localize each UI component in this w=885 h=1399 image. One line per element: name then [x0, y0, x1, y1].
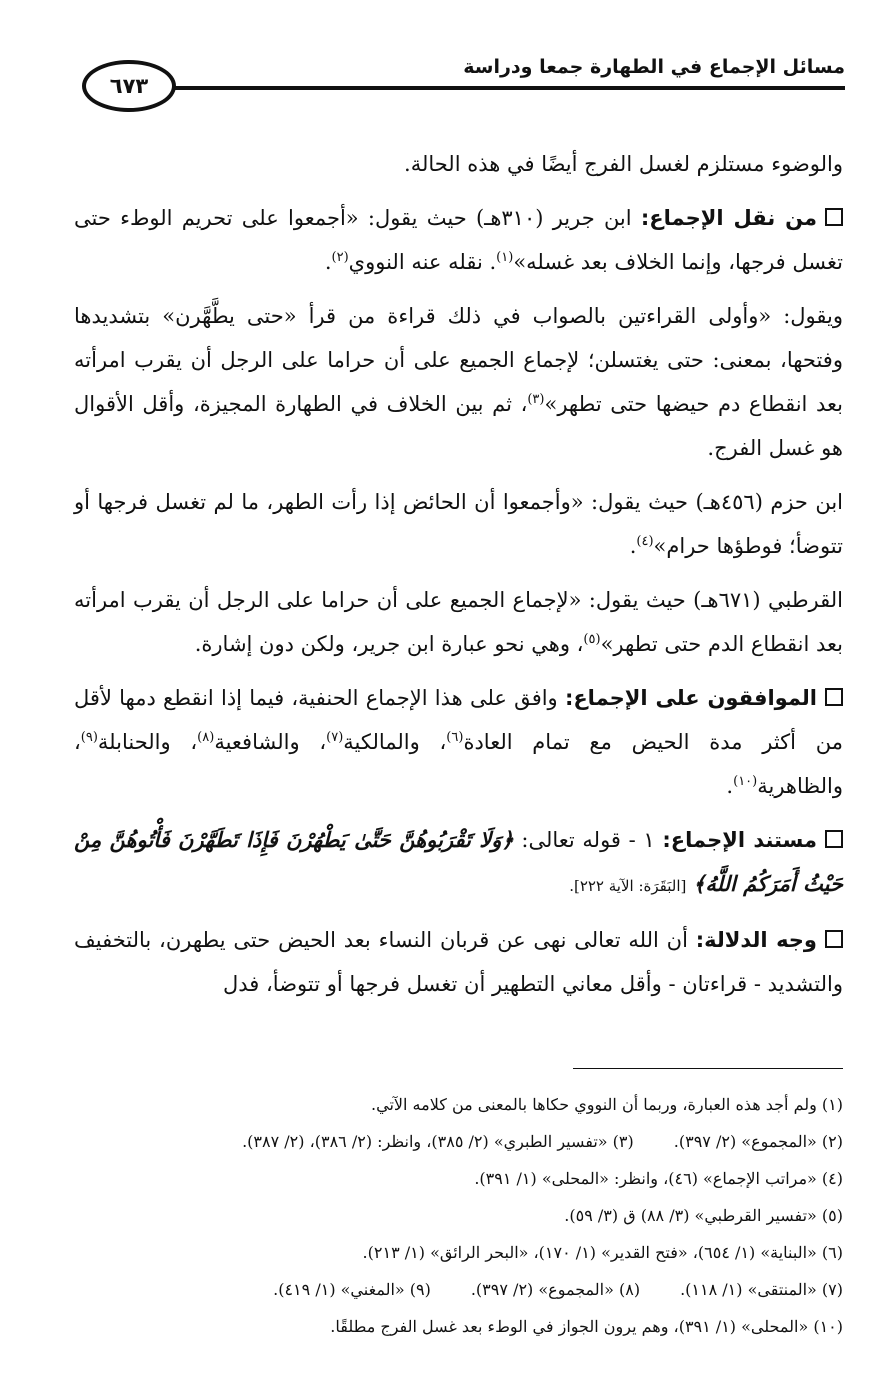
- section-heading: وجه الدلالة:: [695, 928, 817, 952]
- footnote-ref: (٢): [331, 250, 349, 265]
- paragraph: القرطبي (٦٧١هـ) حيث يقول: «لإجماع الجميع على أن حراما على الرجل أن يقرب امرأته بعد انقطاع الدم حتى تطهر»$^{(٥)}$، وهي نحو عبارة ابن جرير، ولكن دون إشارة.: [74, 588, 843, 656]
- footnote-ref: (٨): [197, 730, 215, 745]
- footnote-ref: (١٠): [733, 774, 758, 789]
- running-title: مسائل الإجماع في الطهارة جمعا ودراسة: [463, 56, 845, 78]
- paragraph: ويقول: «وأولى القراءتين بالصواب في ذلك قراءة من قرأ «حتى يطَّهَّرن» بتشديدها وفتحها، بمعنى: حتى يغتسلن؛ لإجماع الجميع على أن حراما على الرجل أن يقرب امرأته بعد انقطاع دم حيضها حتى تطهر»$^{(٣)}$، ثم بين الخلاف في الطهارة المجيزة، وأقل الأقوال هو غسل الفرج.: [74, 304, 843, 460]
- header-rule: [165, 86, 845, 90]
- page-header: [70, 40, 845, 110]
- paragraph: ابن حزم (٤٥٦هـ) حيث يقول: «وأجمعوا أن الحائض إذا رأت الطهر، ما لم تغسل فرجها أو تتوضأ؛ فوطؤها حرام»$^{(٤)}$.: [74, 490, 843, 558]
- footnote: (٢) «المجموع» (٢/ ٣٩٧).: [673, 1132, 843, 1151]
- footnote: (٥) «تفسير القرطبي» (٣/ ٨٨) ق (٣/ ٥٩).: [564, 1206, 843, 1225]
- footnote: (١٠) «المحلى» (١/ ٣٩١)، وهم يرون الجواز في الوطء بعد غسل الفرج مطلقًا.: [330, 1317, 843, 1336]
- section-heading: من نقل الإجماع:: [640, 206, 817, 230]
- square-bullet-icon: [825, 688, 843, 706]
- footnote-ref: (٥): [583, 632, 601, 647]
- footnotes: [74, 1086, 843, 1345]
- section-heading: مستند الإجماع:: [662, 828, 817, 852]
- section-heading: الموافقون على الإجماع:: [564, 686, 817, 710]
- footnote-ref: (٣): [527, 392, 545, 407]
- footnote: (٦) «البناية» (١/ ٦٥٤)، «فتح القدير» (١/ ١٧٠)، «البحر الرائق» (١/ ٢١٣).: [362, 1243, 843, 1262]
- page-number: ٦٧٣: [82, 60, 176, 112]
- footnote: (١) ولم أجد هذه العبارة، وربما أن النووي حكاها بالمعنى من كلامه الآتي.: [371, 1095, 843, 1114]
- footnote-divider: [573, 1068, 843, 1069]
- footnote-ref: (٤): [636, 534, 654, 549]
- footnote: (٨) «المجموع» (٢/ ٣٩٧).: [470, 1280, 641, 1299]
- quran-verse: ﴿وَلَا تَقْرَبُوهُنَّ حَتَّىٰ يَطْهُرْنَ فَإِذَا تَطَهَّرْنَ فَأْتُوهُنَّ مِنْ حَيْثُ أَمَرَكُمُ اللَّهُ﴾: [74, 827, 843, 896]
- paragraph: من نقل الإجماع: ابن جرير (٣١٠هـ) حيث يقول: «أجمعوا على تحريم الوطء حتى تغسل فرجها، وإنما الخلاف بعد غسله»$^{(١)}$. نقله عنه النووي$^{(٢)}$.: [74, 206, 843, 274]
- footnote-ref: (٦): [446, 730, 464, 745]
- verse-reference: [البَقَرَة: الآية ٢٢٢].: [569, 877, 687, 895]
- footnote: (٣) «تفسير الطبري» (٢/ ٣٨٥)، وانظر: (٢/ ٣٨٦)، (٢/ ٣٨٧).: [242, 1132, 634, 1151]
- footnote-ref: (٧): [326, 730, 344, 745]
- paragraph: الموافقون على الإجماع: وافق على هذا الإجماع الحنفية، فيما إذا انقطع دمها لأقل من أكثر مدة الحيض مع تمام العادة$^{(٦)}$، والمالكية$^{(٧)}$، والشافعية$^{(٨)}$، والحنابلة$^{(٩)}$، والظاهرية$^{(١٠)}$.: [74, 686, 843, 798]
- footnote-ref: (١): [496, 250, 514, 265]
- body-text: [74, 142, 843, 1016]
- footnote-ref: (٩): [80, 730, 98, 745]
- footnote: (٧) «المنتقى» (١/ ١١٨).: [680, 1280, 843, 1299]
- square-bullet-icon: [825, 208, 843, 226]
- footnote: (٤) «مراتب الإجماع» (٤٦)، وانظر: «المحلى» (١/ ٣٩١).: [474, 1169, 843, 1188]
- paragraph: وجه الدلالة: أن الله تعالى نهى عن قربان النساء بعد الحيض حتى يطهرن، بالتخفيف والتشديد - قراءتان - وأقل معاني التطهير أن تغسل فرجها أو تتوضأ، فدل: [74, 928, 843, 996]
- footnote: (٩) «المغني» (١/ ٤١٩).: [273, 1280, 431, 1299]
- paragraph: مستند الإجماع: ١ - قوله تعالى: ﴿وَلَا تَقْرَبُوهُنَّ حَتَّىٰ يَطْهُرْنَ فَإِذَا تَطَهَّرْنَ فَأْتُوهُنَّ مِنْ حَيْثُ أَمَرَكُمُ اللَّهُ﴾ [البَقَرَة: الآية ٢٢٢].: [74, 827, 843, 896]
- square-bullet-icon: [825, 830, 843, 848]
- paragraph: والوضوء مستلزم لغسل الفرج أيضًا في هذه الحالة.: [404, 152, 843, 176]
- footnote-row: [74, 1123, 843, 1160]
- square-bullet-icon: [825, 930, 843, 948]
- footnote-row: [74, 1271, 843, 1308]
